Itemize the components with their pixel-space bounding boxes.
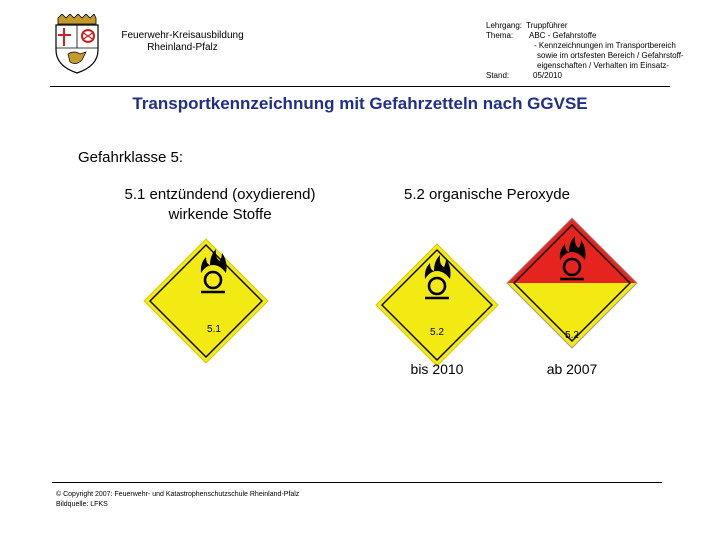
caption-bis-2010: bis 2010 [410, 361, 464, 377]
sign-5-2-new-number: 5.2 [565, 330, 579, 341]
thema-label: Thema: [486, 31, 514, 40]
org-line-2: Rheinland-Pfalz [147, 42, 218, 53]
footer-source: Bildquelle: LFKS [56, 501, 108, 508]
hazard-class-heading: Gefahrklasse 5: [78, 149, 184, 166]
sign-5-2-old-number: 5.2 [430, 327, 444, 338]
lehrgang-label: Lehrgang: [486, 21, 523, 30]
footer [56, 490, 299, 510]
organization-name [110, 30, 255, 54]
thema-line-3: sowie im ortsfesten Bereich / Gefahrstoff- [537, 51, 684, 60]
stand-label: Stand: [486, 71, 510, 80]
footer-divider [52, 482, 662, 483]
class-5-1-line-1: 5.1 entzündend (oxydierend) [124, 186, 316, 203]
thema-line-4: eigenschaften / Verhalten im Einsatz- [537, 61, 670, 70]
caption-ab-2007: ab 2007 [546, 361, 598, 377]
hazard-sign-5-1 [140, 235, 272, 367]
stand-value: 05/2010 [533, 71, 562, 80]
org-line-1: Feuerwehr-Kreisausbildung [121, 30, 244, 41]
sign-5-1-number: 5.1 [207, 324, 221, 335]
footer-copyright: © Copyright 2007: Feuerwehr- und Katastrophenschutzschule Rheinland-Pfalz [56, 491, 300, 498]
class-5-2-line-1: 5.2 organische Peroxyde [404, 186, 570, 203]
thema-line-1: ABC - Gefahrstoffe [529, 31, 597, 40]
slide-title: Transportkennzeichnung mit Gefahrzetteln nach GGVSE [132, 94, 588, 113]
class-5-1-line-2: wirkende Stoffe [168, 206, 272, 223]
thema-line-2: - Kennzeichnungen im Transportbereich [534, 41, 676, 50]
class-5-1-description [90, 185, 350, 225]
hazard-sign-5-2-new [505, 216, 639, 350]
class-5-2-description [372, 185, 602, 205]
hazard-sign-5-2-old [372, 240, 502, 370]
lehrgang-value: Truppführer [526, 21, 568, 30]
header-divider [50, 86, 670, 87]
coat-of-arms-logo [52, 14, 102, 74]
